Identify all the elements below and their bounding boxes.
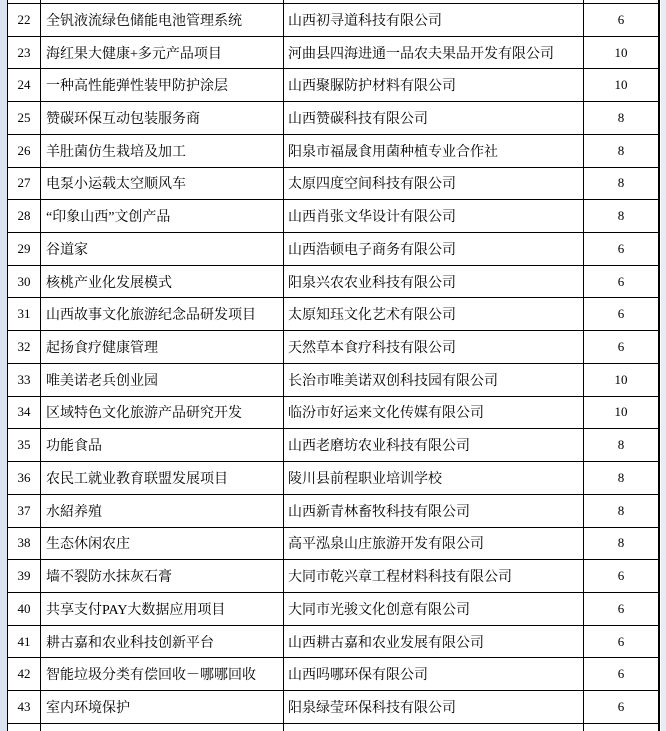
project-name-cell (41, 331, 284, 363)
score-value: 6 (617, 273, 625, 289)
row-number-cell (8, 560, 41, 592)
score-value: 8 (617, 208, 625, 224)
table-row (8, 560, 658, 593)
company-name-cell (284, 593, 584, 625)
score-value: 6 (617, 698, 625, 714)
table-row (8, 233, 658, 266)
table-row (8, 4, 658, 37)
table-row (8, 429, 658, 462)
company-name: 太原四度空间科技有限公司 (288, 177, 456, 193)
project-name-cell (41, 691, 284, 723)
project-name-cell (41, 168, 284, 200)
company-name: 山西浩顿电子商务有限公司 (288, 242, 456, 258)
company-name-cell (284, 0, 584, 3)
company-name-cell (284, 266, 584, 298)
project-name-cell (41, 528, 284, 560)
project-name: 羊肚菌仿生栽培及加工 (46, 144, 186, 160)
row-number: 35 (17, 437, 31, 453)
company-name: 山西耕古嘉和农业发展有限公司 (288, 635, 484, 651)
score-cell (584, 528, 658, 560)
company-name-cell (284, 724, 584, 731)
company-name-cell (284, 658, 584, 690)
table-row (8, 593, 658, 626)
project-name: 水紹养殖 (46, 504, 102, 520)
project-name: 区域特色文化旅游产品研究开发 (46, 406, 242, 422)
score-cell (584, 495, 658, 527)
row-number: 33 (17, 371, 31, 387)
row-number: 31 (17, 306, 31, 322)
company-name-cell (284, 331, 584, 363)
score-cell (584, 331, 658, 363)
row-number-cell (8, 658, 41, 690)
company-name: 河曲县四海进通一品农夫果品开发有限公司 (288, 46, 554, 62)
company-name-cell (284, 462, 584, 494)
projects-table (7, 0, 660, 731)
row-number: 25 (17, 110, 31, 126)
score-value: 8 (617, 437, 625, 453)
project-name-cell (41, 364, 284, 396)
company-name: 高平泓泉山庄旅游开发有限公司 (288, 537, 484, 553)
row-number-cell (8, 168, 41, 200)
project-name-cell (41, 429, 284, 461)
row-number-cell (8, 233, 41, 265)
row-number: 43 (17, 698, 31, 714)
row-number-cell (8, 364, 41, 396)
project-name: 农民工就业教育联盟发展项目 (46, 471, 228, 487)
project-name: 全钒液流绿色储能电池管理系统 (46, 13, 242, 29)
score-cell (584, 37, 658, 69)
company-name: 山西赞碳科技有限公司 (288, 112, 428, 128)
row-number-cell (8, 429, 41, 461)
company-name-cell (284, 69, 584, 101)
table-row (8, 495, 658, 528)
project-name: 墙不裂防水抹灰石膏 (46, 570, 172, 586)
project-name-cell (41, 495, 284, 527)
score-value: 6 (617, 240, 625, 256)
score-cell (584, 4, 658, 36)
company-name-cell (284, 397, 584, 429)
score-value: 10 (614, 371, 628, 387)
row-number-cell (8, 69, 41, 101)
project-name-cell (41, 298, 284, 330)
score-cell (584, 233, 658, 265)
row-number-cell (8, 331, 41, 363)
table-row (8, 331, 658, 364)
score-value: 8 (617, 502, 625, 518)
row-number-cell (8, 200, 41, 232)
company-name: 山西聚脲防护材料有限公司 (288, 79, 456, 95)
company-name-cell (284, 560, 584, 592)
row-number-cell (8, 0, 41, 3)
table-row (8, 69, 658, 102)
project-name-cell (41, 724, 284, 731)
score-cell (584, 0, 658, 3)
row-number: 42 (17, 666, 31, 682)
row-number-cell (8, 102, 41, 134)
table-row (8, 397, 658, 430)
project-name: “印象山西”文创产品 (46, 210, 171, 226)
score-cell (584, 69, 658, 101)
row-number-cell (8, 4, 41, 36)
company-name-cell (284, 168, 584, 200)
company-name-cell (284, 233, 584, 265)
company-name-cell (284, 495, 584, 527)
row-number: 41 (17, 633, 31, 649)
company-name-cell (284, 102, 584, 134)
row-number-cell (8, 397, 41, 429)
company-name: 大同市光骏文化创意有限公司 (288, 602, 470, 618)
company-name-cell (284, 626, 584, 658)
project-name: 耕古嘉和农业科技创新平台 (46, 635, 214, 651)
score-value: 8 (617, 469, 625, 485)
score-value: 6 (617, 568, 625, 584)
score-value: 6 (617, 600, 625, 616)
page-right-margin (661, 0, 666, 731)
row-number: 26 (17, 142, 31, 158)
project-name-cell (41, 0, 284, 3)
row-number: 40 (17, 600, 31, 616)
score-cell (584, 364, 658, 396)
table-row (8, 626, 658, 659)
company-name: 山西吗哪环保有限公司 (288, 668, 428, 684)
row-number-cell (8, 266, 41, 298)
company-name-cell (284, 200, 584, 232)
row-number: 27 (17, 175, 31, 191)
row-number-cell (8, 462, 41, 494)
score-value: 8 (617, 142, 625, 158)
project-name-cell (41, 266, 284, 298)
company-name-cell (284, 528, 584, 560)
score-cell (584, 102, 658, 134)
score-value: 6 (617, 633, 625, 649)
score-value: 8 (617, 175, 625, 191)
company-name: 阳泉绿莹环保科技有限公司 (288, 700, 456, 716)
company-name: 陵川县前程职业培训学校 (288, 471, 442, 487)
row-number-cell (8, 495, 41, 527)
project-name: 谷道家 (46, 242, 88, 258)
row-number: 39 (17, 568, 31, 584)
project-name-cell (41, 135, 284, 167)
project-name: 室内环境保护 (46, 700, 130, 716)
table-row (8, 102, 658, 135)
row-number: 24 (17, 77, 31, 93)
company-name: 阳泉市福晟食用菌种植专业合作社 (288, 144, 498, 160)
project-name: 唯美诺老兵创业园 (46, 373, 158, 389)
row-number: 22 (17, 11, 31, 27)
row-number-cell (8, 691, 41, 723)
company-name-cell (284, 4, 584, 36)
row-number-cell (8, 528, 41, 560)
score-cell (584, 724, 658, 731)
project-name-cell (41, 200, 284, 232)
company-name-cell (284, 691, 584, 723)
score-value: 6 (617, 666, 625, 682)
score-value: 8 (617, 110, 625, 126)
score-value: 10 (614, 404, 628, 420)
project-name: 山西故事文化旅游纪念品研发项目 (46, 308, 256, 324)
project-name: 海红果大健康+多元产品项目 (46, 46, 222, 62)
project-name: 电泵小运载太空顺风车 (46, 177, 186, 193)
company-name-cell (284, 298, 584, 330)
table-row (8, 266, 658, 299)
project-name-cell (41, 233, 284, 265)
company-name: 山西新青林畜牧科技有限公司 (288, 504, 470, 520)
table-row (8, 691, 658, 724)
score-cell (584, 135, 658, 167)
project-name-cell (41, 4, 284, 36)
project-name-cell (41, 462, 284, 494)
company-name-cell (284, 37, 584, 69)
row-number-cell (8, 135, 41, 167)
company-name: 太原知珏文化艺术有限公司 (288, 308, 456, 324)
table-row (8, 298, 658, 331)
score-cell (584, 397, 658, 429)
score-cell (584, 626, 658, 658)
score-value: 8 (617, 535, 625, 551)
company-name: 长治市唯美诺双创科技园有限公司 (288, 373, 498, 389)
table-row (8, 658, 658, 691)
project-name: 赞碳环保互动包装服务商 (46, 112, 200, 128)
project-name-cell (41, 37, 284, 69)
row-number-cell (8, 626, 41, 658)
company-name: 山西肖张文华设计有限公司 (288, 210, 456, 226)
project-name: 智能垃圾分类有偿回收－哪哪回收 (46, 668, 256, 684)
table-row (8, 200, 658, 233)
project-name-cell (41, 69, 284, 101)
company-name-cell (284, 364, 584, 396)
score-cell (584, 168, 658, 200)
row-number-cell (8, 298, 41, 330)
row-number: 37 (17, 502, 31, 518)
project-name: 生态休闲农庄 (46, 537, 130, 553)
score-cell (584, 298, 658, 330)
score-value: 6 (617, 306, 625, 322)
company-name: 山西初寻道科技有限公司 (288, 13, 442, 29)
project-name-cell (41, 626, 284, 658)
project-name-cell (41, 593, 284, 625)
project-name: 核桃产业化发展模式 (46, 275, 172, 291)
project-name-cell (41, 560, 284, 592)
score-cell (584, 462, 658, 494)
score-cell (584, 200, 658, 232)
row-number-cell (8, 724, 41, 731)
row-number: 23 (17, 44, 31, 60)
score-cell (584, 429, 658, 461)
table-row (8, 135, 658, 168)
score-cell (584, 658, 658, 690)
score-value: 6 (617, 339, 625, 355)
score-value: 10 (614, 44, 628, 60)
row-number: 36 (17, 469, 31, 485)
page-left-margin (0, 0, 7, 731)
company-name: 大同市乾兴章工程材料科技有限公司 (288, 570, 512, 586)
company-name-cell (284, 135, 584, 167)
table-row-partial-bottom (8, 724, 658, 731)
row-number: 30 (17, 273, 31, 289)
row-number-cell (8, 593, 41, 625)
row-number: 34 (17, 404, 31, 420)
project-name: 共享支付PAY大数据应用项目 (46, 602, 226, 618)
project-name: 一种高性能弹性装甲防护涂层 (46, 79, 228, 95)
company-name: 临汾市好运来文化传媒有限公司 (288, 406, 484, 422)
project-name-cell (41, 102, 284, 134)
table-row (8, 37, 658, 70)
project-name-cell (41, 397, 284, 429)
score-cell (584, 560, 658, 592)
company-name-cell (284, 429, 584, 461)
row-number: 28 (17, 208, 31, 224)
project-name: 起扬食疗健康管理 (46, 341, 158, 357)
row-number: 38 (17, 535, 31, 551)
table-row (8, 462, 658, 495)
score-cell (584, 266, 658, 298)
project-name-cell (41, 658, 284, 690)
score-value: 10 (614, 77, 628, 93)
row-number-cell (8, 37, 41, 69)
table-row (8, 528, 658, 561)
table-row (8, 364, 658, 397)
company-name: 阳泉兴农农业科技有限公司 (288, 275, 456, 291)
row-number: 32 (17, 339, 31, 355)
company-name: 天然草本食疗科技有限公司 (288, 341, 456, 357)
score-cell (584, 593, 658, 625)
row-number: 29 (17, 240, 31, 256)
company-name: 山西老磨坊农业科技有限公司 (288, 439, 470, 455)
score-value: 6 (617, 11, 625, 27)
table-row (8, 168, 658, 201)
score-cell (584, 691, 658, 723)
project-name: 功能食品 (46, 439, 102, 455)
